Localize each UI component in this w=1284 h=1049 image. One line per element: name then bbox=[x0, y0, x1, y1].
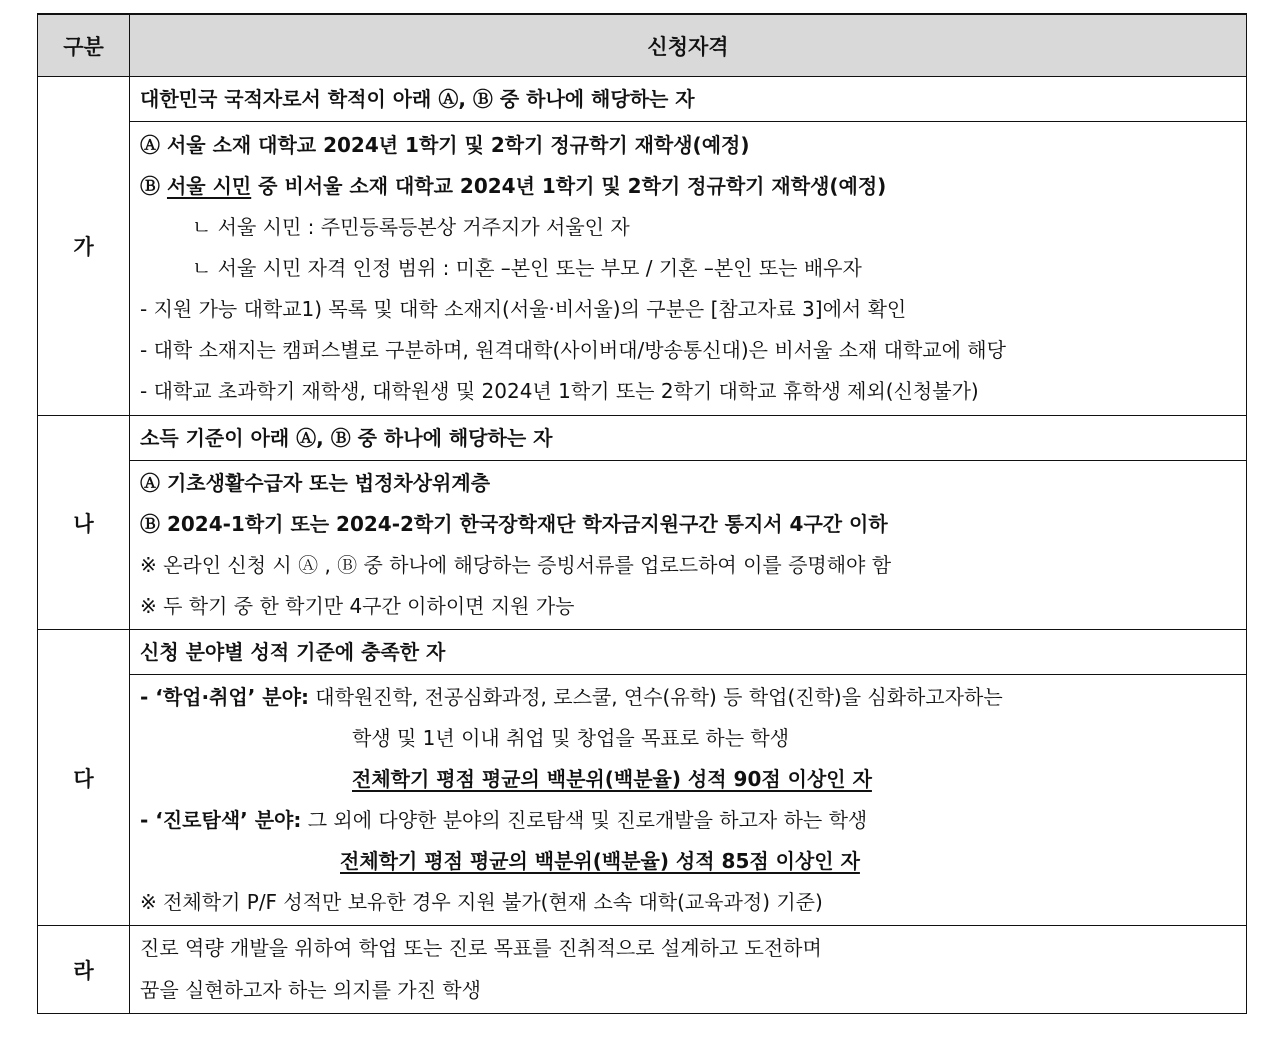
list-item: Ⓑ 2024-1학기 또는 2024-2학기 한국장학재단 학자금지원구간 통지서 4구간 이하 bbox=[140, 512, 888, 536]
section-ra-row bbox=[38, 926, 1247, 1014]
section-na-heading-row bbox=[38, 416, 1247, 461]
list-item: - ‘진로탐색’ 분야: 그 외에 다양한 분야의 진로탐색 및 진로개발을 하고자 하는 학생 bbox=[140, 808, 868, 832]
section-label-da: 다 bbox=[38, 630, 130, 926]
field-career-title: - ‘진로탐색’ 분야: bbox=[140, 808, 302, 832]
list-item: - 지원 가능 대학교1) 목록 및 대학 소재지(서울·비서울)의 구분은 [참고자료 3]에서 확인 bbox=[140, 297, 907, 321]
list-item: Ⓐ 기초생활수급자 또는 법정차상위계층 bbox=[140, 471, 491, 495]
section-da-body bbox=[130, 675, 1247, 926]
section-label-ga: 가 bbox=[38, 77, 130, 416]
list-item: ㄴ 서울 시민 : 주민등록등본상 거주지가 서울인 자 bbox=[192, 215, 630, 239]
grade-requirement-90: 전체학기 평점 평균의 백분위(백분율) 성적 90점 이상인 자 bbox=[352, 767, 872, 791]
section-label-ra: 라 bbox=[38, 926, 130, 1014]
list-item: ※ 온라인 신청 시 Ⓐ , Ⓑ 중 하나에 해당하는 증빙서류를 업로드하여 이를 증명해야 함 bbox=[140, 553, 892, 577]
section-ra-body bbox=[130, 926, 1247, 1014]
header-qualification: 신청자격 bbox=[130, 14, 1247, 77]
section-ga-heading-row bbox=[38, 77, 1247, 122]
section-na-heading: 소득 기준이 아래 Ⓐ, Ⓑ 중 하나에 해당하는 자 bbox=[130, 416, 1247, 461]
list-item: - ‘학업·취업’ 분야: 대학원진학, 전공심화과정, 로스쿨, 연수(유학) 등 학업(진학)을 심화하고자하는 bbox=[140, 685, 1003, 709]
grade-requirement-85: 전체학기 평점 평균의 백분위(백분율) 성적 85점 이상인 자 bbox=[340, 849, 860, 873]
eligibility-table bbox=[37, 13, 1247, 1014]
section-ga-body bbox=[130, 122, 1247, 416]
list-item: 학생 및 1년 이내 취업 및 창업을 목표로 하는 학생 bbox=[352, 726, 790, 750]
section-label-na: 나 bbox=[38, 416, 130, 630]
section-ga-body-row bbox=[38, 122, 1247, 416]
section-da-heading: 신청 분야별 성적 기준에 충족한 자 bbox=[130, 630, 1247, 675]
section-na-body bbox=[130, 461, 1247, 630]
table-header-row bbox=[38, 14, 1247, 77]
list-item: ※ 두 학기 중 한 학기만 4구간 이하이면 지원 가능 bbox=[140, 594, 575, 618]
section-ga-heading: 대한민국 국적자로서 학적이 아래 Ⓐ, Ⓑ 중 하나에 해당하는 자 bbox=[130, 77, 1247, 122]
list-item: 꿈을 실현하고자 하는 의지를 가진 학생 bbox=[140, 978, 481, 1002]
section-na-body-row bbox=[38, 461, 1247, 630]
list-item: ㄴ 서울 시민 자격 인정 범위 : 미혼 –본인 또는 부모 / 기혼 –본인 또는 배우자 bbox=[192, 256, 862, 280]
list-item: Ⓑ 서울 시민 중 비서울 소재 대학교 2024년 1학기 및 2학기 정규학기 재학생(예정) bbox=[140, 174, 887, 198]
list-item: ※ 전체학기 P/F 성적만 보유한 경우 지원 불가(현재 소속 대학(교육과정) 기준) bbox=[140, 890, 823, 914]
field-academic-title: - ‘학업·취업’ 분야: bbox=[140, 685, 309, 709]
section-da-body-row bbox=[38, 675, 1247, 926]
section-da-heading-row bbox=[38, 630, 1247, 675]
header-category: 구분 bbox=[38, 14, 130, 77]
list-item: Ⓐ 서울 소재 대학교 2024년 1학기 및 2학기 정규학기 재학생(예정) bbox=[140, 133, 750, 157]
list-item: - 대학교 초과학기 재학생, 대학원생 및 2024년 1학기 또는 2학기 대학교 휴학생 제외(신청불가) bbox=[140, 379, 979, 403]
list-item: - 대학 소재지는 캠퍼스별로 구분하며, 원격대학(사이버대/방송통신대)은 비서울 소재 대학교에 해당 bbox=[140, 338, 1006, 362]
list-item: 진로 역량 개발을 위하여 학업 또는 진로 목표를 진취적으로 설계하고 도전하며 bbox=[140, 936, 822, 960]
